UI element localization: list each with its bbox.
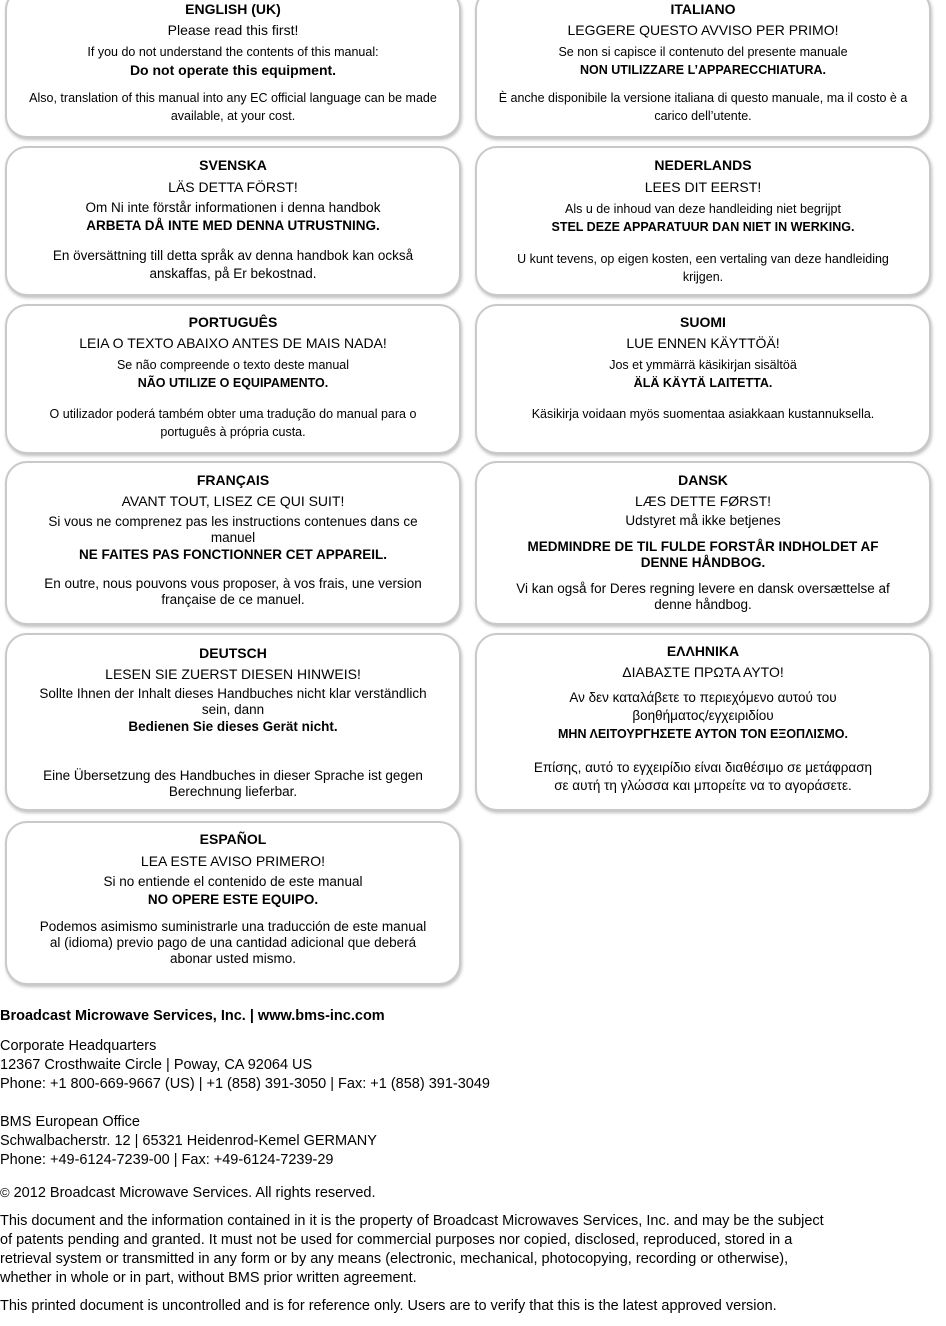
understand-text: If you do not understand the contents of this manual: bbox=[87, 45, 379, 59]
do-not-operate-text: ARBETA DÅ INTE MED DENNA UTRUSTNING. bbox=[86, 218, 380, 233]
understand-text: Αν δεν καταλάβετε το περιεχόμενο αυτού του bbox=[569, 690, 837, 705]
read-first-text: LEGGERE QUESTO AVVISO PER PRIMO! bbox=[567, 22, 839, 38]
translation-text: française de ce manuel. bbox=[161, 592, 305, 607]
notice-box-deutsch bbox=[5, 633, 461, 811]
translation-text: al (idioma) previo pago de una cantidad adicional que deberá bbox=[49, 935, 417, 950]
translation-text: Vi kan også for Deres regning levere en dansk oversættelse af bbox=[516, 581, 890, 596]
eu-office-phone: Phone: +49-6124-7239-00 | Fax: +49-6124-7239-29 bbox=[0, 1152, 334, 1168]
understand-text: Sollte Ihnen der Inhalt dieses Handbuches nicht klar verständlich bbox=[39, 686, 427, 701]
notice-box-english bbox=[5, 0, 461, 138]
translation-text: krijgen. bbox=[682, 270, 724, 284]
language-title: SVENSKA bbox=[199, 157, 267, 173]
understand-text: Si no entiende el contenido de este manual bbox=[103, 874, 363, 889]
translation-text: carico dell’utente. bbox=[654, 109, 752, 123]
translation-text: È anche disponibile la versione italiana di questo manuale, ma il costo è a bbox=[498, 91, 908, 105]
language-title: SUOMI bbox=[680, 314, 726, 330]
translation-text: Berechnung lieferbar. bbox=[168, 784, 298, 799]
language-title: NEDERLANDS bbox=[654, 157, 752, 173]
do-not-operate-text: ΜΗΝ ΛΕΙΤΟΥΡΓΗΣΕΤΕ ΑΥΤΟΝ ΤΟΝ ΕΞΟΠΛΙΣΜΟ. bbox=[558, 727, 848, 741]
do-not-operate-text: NO OPERE ESTE EQUIPO. bbox=[147, 892, 319, 907]
notice-box-nederlands bbox=[475, 146, 931, 296]
legal-text: whether in whole or in part, without BMS prior written agreement. bbox=[0, 1270, 417, 1286]
translation-text: En outre, nous pouvons vous proposer, à vos frais, une version bbox=[44, 576, 422, 591]
understand-text: Se non si capisce il contenuto del presente manuale bbox=[558, 45, 848, 59]
understand-text: sein, dann bbox=[201, 702, 265, 717]
understand-text: Se não compreende o texto deste manual bbox=[116, 358, 350, 372]
translation-text: Podemos asimismo suministrarle una traducción de este manual bbox=[39, 919, 427, 934]
do-not-operate-text: Bedienen Sie dieses Gerät nicht. bbox=[128, 719, 338, 734]
legal-text: This document and the information contained in it is the property of Broadcast Microwaves Services, Inc. and may be the subject bbox=[0, 1213, 824, 1229]
translation-text: Also, translation of this manual into any EC official language can be made bbox=[29, 91, 437, 105]
notice-box-italiano bbox=[475, 0, 931, 138]
notice-box-svenska bbox=[5, 146, 461, 296]
read-first-text: LÆS DETTE FØRST! bbox=[634, 493, 772, 509]
read-first-text: LEA ESTE AVISO PRIMERO! bbox=[140, 853, 326, 869]
notice-box-suomi bbox=[475, 304, 931, 454]
read-first-text: LUE ENNEN KÄYTTÖÄ! bbox=[626, 335, 780, 351]
copyright-text: 2012 Broadcast Microwave Services. All rights reserved. bbox=[9, 1185, 376, 1201]
notice-box-portugues bbox=[5, 304, 461, 454]
notice-box-francais bbox=[5, 461, 461, 625]
notice-box-greek bbox=[475, 633, 931, 811]
translation-text: O utilizador poderá também obter uma tradução do manual para o bbox=[49, 407, 417, 421]
company-name-and-website: Broadcast Microwave Services, Inc. | www.bms-inc.com bbox=[0, 1008, 385, 1024]
eu-office-address: Schwalbacherstr. 12 | 65321 Heidenrod-Kemel GERMANY bbox=[0, 1133, 377, 1149]
hq-address: 12367 Crosthwaite Circle | Poway, CA 92064 US bbox=[0, 1057, 313, 1073]
translation-text: abonar usted mismo. bbox=[169, 951, 297, 966]
translation-text: Επίσης, αυτό το εγχειρίδιο είναι διαθέσιμο σε μετάφραση bbox=[533, 760, 873, 775]
translation-text: anskaffas, på Er bekostnad. bbox=[149, 266, 317, 281]
understand-text: Om Ni inte förstår informationen i denna handbok bbox=[85, 200, 381, 215]
do-not-operate-text: MEDMINDRE DE TIL FULDE FORSTÅR INDHOLDET AF bbox=[527, 539, 879, 554]
language-title: ITALIANO bbox=[670, 1, 736, 17]
do-not-operate-text: STEL DEZE APPARATUUR DAN NIET IN WERKING. bbox=[551, 220, 855, 234]
do-not-operate-text: ÄLÄ KÄYTÄ LAITETTA. bbox=[633, 376, 773, 390]
understand-text: Jos et ymmärrä käsikirjan sisältöä bbox=[609, 358, 797, 372]
legal-text: of patents pending and granted. It must not be used for commercial purposes nor copied, disclosed, reproduced, stored in a bbox=[0, 1232, 793, 1248]
do-not-operate-text: NE FAITES PAS FONCTIONNER CET APPAREIL. bbox=[78, 547, 388, 562]
read-first-text: AVANT TOUT, LISEZ CE QUI SUIT! bbox=[121, 493, 345, 509]
language-title: PORTUGUÊS bbox=[188, 314, 278, 330]
translation-text: Käsikirja voidaan myös suomentaa asiakkaan kustannuksella. bbox=[531, 407, 875, 421]
notice-box-dansk bbox=[475, 461, 931, 625]
understand-text: manuel bbox=[210, 530, 256, 545]
language-title: ESPAÑOL bbox=[199, 831, 267, 847]
read-first-text: Please read this first! bbox=[167, 22, 299, 38]
understand-text: Als u de inhoud van deze handleiding niet begrijpt bbox=[565, 202, 841, 216]
eu-office-title: BMS European Office bbox=[0, 1114, 140, 1130]
do-not-operate-text: NON UTILIZZARE L’APPARECCHIATURA. bbox=[579, 63, 827, 77]
read-first-text: LESEN SIE ZUERST DIESEN HINWEIS! bbox=[105, 666, 361, 682]
do-not-operate-text: DENNE HÅNDBOG. bbox=[640, 555, 766, 570]
copyright-icon: © bbox=[0, 1185, 10, 1200]
language-title: DANSK bbox=[678, 472, 728, 488]
understand-text: Udstyret må ikke betjenes bbox=[625, 513, 781, 528]
uncontrolled-notice: This printed document is uncontrolled and is for reference only. Users are to verify that this is the latest approved version. bbox=[0, 1298, 777, 1314]
translation-text: português à própria custa. bbox=[160, 425, 306, 439]
read-first-text: LEES DIT EERST! bbox=[644, 179, 762, 195]
translation-text: available, at your cost. bbox=[170, 109, 296, 123]
legal-text: retrieval system or transmitted in any form or by any means (electronic, mechanical, photocopying, recording or otherwise), bbox=[0, 1251, 789, 1267]
hq-title: Corporate Headquarters bbox=[0, 1038, 157, 1054]
language-title: ENGLISH (UK) bbox=[185, 1, 281, 17]
read-first-text: LEIA O TEXTO ABAIXO ANTES DE MAIS NADA! bbox=[79, 335, 387, 351]
understand-text: βοηθήματος/εγχειριδίου bbox=[632, 708, 774, 723]
read-first-text: LÄS DETTA FÖRST! bbox=[168, 179, 298, 195]
translation-text: σε αυτή τη γλώσσα και μπορείτε να το αγοράσετε. bbox=[554, 778, 852, 793]
language-title: FRANÇAIS bbox=[196, 472, 270, 488]
translation-text: U kunt tevens, op eigen kosten, een vertaling van deze handleiding bbox=[517, 252, 889, 266]
translation-text: denne håndbog. bbox=[654, 597, 752, 612]
language-title: DEUTSCH bbox=[199, 645, 267, 661]
company-footer bbox=[0, 1007, 946, 1316]
do-not-operate-text: Do not operate this equipment. bbox=[129, 62, 337, 78]
do-not-operate-text: NÃO UTILIZE O EQUIPAMENTO. bbox=[137, 376, 329, 390]
understand-text: Si vous ne comprenez pas les instructions contenues dans ce bbox=[48, 514, 418, 529]
translation-text: En översättning till detta språk av denna handbok kan också bbox=[52, 248, 414, 263]
notice-box-espanol bbox=[5, 821, 461, 985]
translation-text: Eine Übersetzung des Handbuches in dieser Sprache ist gegen bbox=[43, 768, 423, 783]
language-title: ΕΛΛΗΝΙΚΑ bbox=[666, 643, 740, 659]
copyright-line bbox=[0, 1183, 946, 1203]
hq-phone: Phone: +1 800-669-9667 (US) | +1 (858) 391-3050 | Fax: +1 (858) 391-3049 bbox=[0, 1076, 490, 1092]
read-first-text: ΔΙΑΒΑΣΤΕ ΠΡΩΤΑ ΑΥΤΟ! bbox=[622, 664, 784, 680]
